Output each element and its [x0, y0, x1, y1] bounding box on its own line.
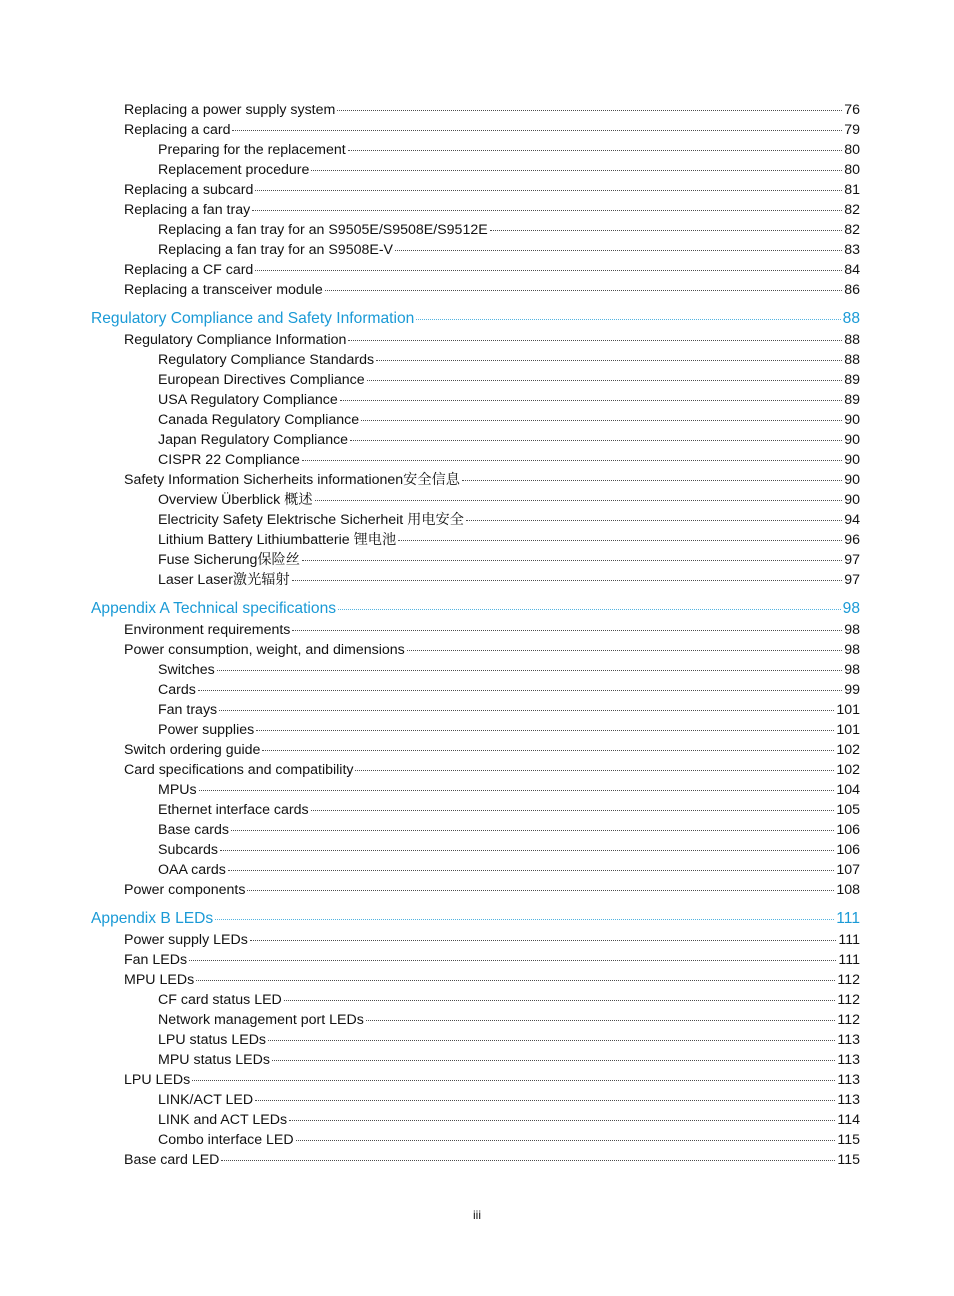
toc-entry-page-number: 90 — [844, 412, 860, 428]
toc-entry-page-number: 111 — [836, 910, 860, 927]
toc-entry-page-number: 88 — [842, 310, 860, 327]
toc-entry-title: LPU status LEDs — [158, 1032, 267, 1048]
dot-leader — [315, 499, 843, 501]
dot-leader — [490, 229, 843, 231]
toc-entry-title: Regulatory Compliance Information — [124, 332, 347, 348]
toc-entry-page-number: 106 — [836, 842, 860, 858]
toc-entry-title: Fan trays — [158, 702, 218, 718]
toc-entry-title: Lithium Battery Lithiumbatterie 锂电池 — [158, 532, 397, 548]
toc-entry-page-number: 81 — [844, 182, 860, 198]
toc-entry-title: European Directives Compliance — [158, 372, 365, 388]
toc-entry-title: Appendix B LEDs — [91, 910, 214, 927]
toc-entry-page-number: 107 — [836, 862, 860, 878]
toc-entry-link[interactable] — [0, 1130, 954, 1150]
toc-entry-title: USA Regulatory Compliance — [158, 392, 338, 408]
toc-entry-page-number: 114 — [837, 1112, 860, 1128]
dot-leader — [220, 849, 834, 851]
toc-entry-link[interactable] — [0, 840, 954, 860]
toc-entry-title: Base card LED — [124, 1152, 220, 1168]
toc-entry-page-number: 98 — [844, 642, 860, 658]
toc-entry-page-number: 90 — [844, 492, 860, 508]
dot-leader — [361, 419, 842, 421]
dot-leader — [215, 918, 834, 920]
toc-entry-title: Power supplies — [158, 722, 255, 738]
toc-entry-page-number: 83 — [844, 242, 860, 258]
toc-entry-page-number: 115 — [837, 1152, 860, 1168]
dot-leader — [302, 559, 842, 561]
toc-entry-link[interactable] — [0, 1010, 954, 1030]
dot-leader — [350, 439, 842, 441]
toc-entry-title: Replacing a transceiver module — [124, 282, 323, 298]
toc-entry-link[interactable] — [0, 880, 954, 900]
dot-leader — [228, 869, 835, 871]
toc-entry-title: Cards — [158, 682, 196, 698]
toc-entry-title: Laser Laser激光辐射 — [158, 572, 290, 588]
toc-entry-page-number: 111 — [838, 932, 860, 948]
toc-entry-link[interactable] — [0, 1050, 954, 1070]
toc-entry-title: Preparing for the replacement — [158, 142, 346, 158]
dot-leader — [466, 519, 842, 521]
toc-entry-link[interactable] — [0, 390, 954, 410]
toc-entry-page-number: 82 — [844, 202, 860, 218]
toc-entry-link[interactable] — [0, 990, 954, 1010]
toc-entry-title: Power supply LEDs — [124, 932, 248, 948]
dot-leader — [355, 769, 834, 771]
toc-entry-page-number: 80 — [844, 162, 860, 178]
dot-leader — [189, 959, 836, 961]
toc-entry-link[interactable] — [0, 370, 954, 390]
toc-entry-link[interactable] — [0, 490, 954, 510]
toc-entry-title: Replacing a fan tray — [124, 202, 251, 218]
dot-leader — [292, 579, 843, 581]
toc-entry-title: Regulatory Compliance Standards — [158, 352, 375, 368]
dot-leader — [255, 269, 842, 271]
toc-entry-page-number: 89 — [844, 392, 860, 408]
toc-entry-title: LINK/ACT LED — [158, 1092, 254, 1108]
dot-leader — [262, 749, 834, 751]
toc-entry-link[interactable] — [0, 260, 954, 280]
dot-leader — [219, 709, 834, 711]
toc-entry-page-number: 102 — [836, 742, 860, 758]
dot-leader — [250, 939, 837, 941]
toc-entry-link[interactable] — [0, 970, 954, 990]
toc-entry-title: Replacing a subcard — [124, 182, 254, 198]
toc-entry-page-number: 97 — [844, 552, 860, 568]
toc-entry-title: Replacing a CF card — [124, 262, 254, 278]
toc-entry-title: Switch ordering guide — [124, 742, 261, 758]
toc-entry-page-number: 105 — [836, 802, 860, 818]
dot-leader — [268, 1039, 835, 1041]
page-number: iii — [473, 1208, 481, 1222]
toc-entry-page-number: 76 — [844, 102, 860, 118]
toc-entry-title: Replacing a power supply system — [124, 102, 336, 118]
toc-entry-link[interactable] — [0, 430, 954, 450]
toc-entry-page-number: 112 — [837, 1012, 860, 1028]
toc-entry-link[interactable] — [0, 100, 954, 120]
toc-entry-link[interactable] — [0, 280, 954, 300]
toc-entry-title: Base cards — [158, 822, 229, 838]
toc-entry-link[interactable] — [0, 180, 954, 200]
toc-entry-title: LPU LEDs — [124, 1072, 191, 1088]
toc-entry-link[interactable] — [0, 140, 954, 160]
toc-entry-link[interactable] — [0, 740, 954, 760]
toc-entry-title: Fuse Sicherung保险丝 — [158, 552, 300, 568]
toc-entry-link[interactable] — [0, 860, 954, 880]
toc-entry-title: Ethernet interface cards — [158, 802, 309, 818]
dot-leader — [376, 359, 842, 361]
dot-leader — [325, 289, 842, 291]
toc-entry-link[interactable] — [0, 1070, 954, 1090]
toc-entry-title: Power consumption, weight, and dimensions — [124, 642, 405, 658]
toc-entry-title: Replacement procedure — [158, 162, 310, 178]
dot-leader — [398, 539, 842, 541]
toc-entry-link[interactable] — [0, 660, 954, 680]
dot-leader — [255, 189, 842, 191]
toc-entry-page-number: 96 — [844, 532, 860, 548]
dot-leader — [217, 669, 842, 671]
toc-entry-link[interactable] — [0, 720, 954, 740]
toc-entry-link[interactable] — [0, 160, 954, 180]
toc-entry-link[interactable] — [0, 760, 954, 780]
dot-leader — [338, 608, 841, 610]
toc-entry-title: Network management port LEDs — [158, 1012, 364, 1028]
toc-entry-link[interactable] — [0, 470, 954, 490]
toc-entry-page-number: 101 — [836, 722, 860, 738]
toc-entry-title: Replacing a fan tray for an S9508E-V — [158, 242, 394, 258]
toc-entry-link[interactable] — [0, 620, 954, 640]
toc-entry-link[interactable] — [0, 120, 954, 140]
toc-entry-link[interactable] — [0, 350, 954, 370]
dot-leader — [192, 1079, 835, 1081]
dot-leader — [256, 729, 834, 731]
toc-entry-page-number: 112 — [837, 992, 860, 1008]
toc-entry-title: Overview Überblick 概述 — [158, 492, 313, 508]
toc-entry-page-number: 98 — [842, 600, 860, 617]
toc-entry-page-number: 102 — [836, 762, 860, 778]
dot-leader — [302, 459, 842, 461]
dot-leader — [311, 169, 842, 171]
toc-entry-link[interactable] — [0, 220, 954, 240]
toc-entry-title: Regulatory Compliance and Safety Information — [91, 310, 415, 327]
toc-entry-link[interactable] — [0, 680, 954, 700]
dot-leader — [252, 209, 842, 211]
dot-leader — [296, 1139, 836, 1141]
toc-entry-title: Replacing a card — [124, 122, 231, 138]
toc-entry-title: Canada Regulatory Compliance — [158, 412, 360, 428]
toc-entry-page-number: 86 — [844, 282, 860, 298]
dot-leader — [198, 689, 842, 691]
dot-leader — [221, 1159, 835, 1161]
toc-entry-page-number: 115 — [837, 1132, 860, 1148]
toc-entry-page-number: 98 — [844, 622, 860, 638]
toc-entry-link[interactable] — [0, 510, 954, 530]
toc-entry-link[interactable] — [0, 450, 954, 470]
toc-entry-page-number: 113 — [837, 1072, 860, 1088]
toc-entry-link[interactable] — [0, 930, 954, 950]
toc-entry-title: Replacing a fan tray for an S9505E/S9508E/S9512E — [158, 222, 488, 238]
dot-leader — [199, 789, 835, 791]
toc-entry-title: Safety Information Sicherheits informationen安全信息 — [124, 472, 460, 488]
toc-entry-link[interactable] — [0, 410, 954, 430]
dot-leader — [231, 829, 834, 831]
toc-entry-title: MPU status LEDs — [158, 1052, 270, 1068]
toc-entry-link[interactable] — [0, 800, 954, 820]
dot-leader — [232, 129, 842, 131]
dot-leader — [337, 109, 842, 111]
toc-entry-title: OAA cards — [158, 862, 226, 878]
toc-entry-title: Environment requirements — [124, 622, 291, 638]
toc-entry-page-number: 94 — [844, 512, 860, 528]
toc-chapter-link[interactable] — [0, 908, 954, 930]
toc-entry-title: Subcards — [158, 842, 218, 858]
toc-chapter-link[interactable] — [0, 598, 954, 620]
toc-entry-page-number: 84 — [844, 262, 860, 278]
toc-entry-title: CF card status LED — [158, 992, 282, 1008]
toc-entry-title: Fan LEDs — [124, 952, 188, 968]
toc-entry-link[interactable] — [0, 200, 954, 220]
dot-leader — [416, 318, 840, 320]
toc-entry-title: Japan Regulatory Compliance — [158, 432, 349, 448]
dot-leader — [395, 249, 842, 251]
dot-leader — [284, 999, 836, 1001]
dot-leader — [289, 1119, 835, 1121]
dot-leader — [367, 379, 843, 381]
dot-leader — [348, 339, 842, 341]
dot-leader — [196, 979, 835, 981]
toc-entry-link[interactable] — [0, 700, 954, 720]
toc-entry-link[interactable] — [0, 780, 954, 800]
dot-leader — [255, 1099, 835, 1101]
toc-entry-link[interactable] — [0, 1030, 954, 1050]
toc-entry-title: Electricity Safety Elektrische Sicherheit 用电安全 — [158, 512, 464, 528]
toc-entry-title: MPU LEDs — [124, 972, 195, 988]
dot-leader — [292, 629, 842, 631]
toc-chapter-link[interactable] — [0, 308, 954, 330]
table-of-contents — [0, 100, 954, 1170]
toc-entry-page-number: 80 — [844, 142, 860, 158]
toc-entry-page-number: 82 — [844, 222, 860, 238]
toc-entry-page-number: 113 — [837, 1052, 860, 1068]
toc-entry-page-number: 101 — [836, 702, 860, 718]
toc-entry-title: LINK and ACT LEDs — [158, 1112, 288, 1128]
toc-entry-page-number: 90 — [844, 432, 860, 448]
dot-leader — [311, 809, 835, 811]
toc-entry-page-number: 104 — [836, 782, 860, 798]
toc-entry-title: Power components — [124, 882, 246, 898]
toc-entry-page-number: 79 — [844, 122, 860, 138]
toc-entry-page-number: 89 — [844, 372, 860, 388]
dot-leader — [407, 649, 842, 651]
toc-entry-title: Card specifications and compatibility — [124, 762, 354, 778]
toc-entry-page-number: 113 — [837, 1092, 860, 1108]
dot-leader — [366, 1019, 836, 1021]
toc-entry-link[interactable] — [0, 1150, 954, 1170]
toc-entry-link[interactable] — [0, 950, 954, 970]
toc-entry-link[interactable] — [0, 240, 954, 260]
toc-entry-page-number: 108 — [836, 882, 860, 898]
toc-entry-page-number: 113 — [837, 1032, 860, 1048]
toc-entry-title: MPUs — [158, 782, 197, 798]
toc-entry-title: Appendix A Technical specifications — [91, 600, 337, 617]
toc-entry-link[interactable] — [0, 1090, 954, 1110]
toc-entry-page-number: 111 — [838, 952, 860, 968]
dot-leader — [462, 479, 842, 481]
toc-entry-page-number: 90 — [844, 452, 860, 468]
toc-entry-link[interactable] — [0, 640, 954, 660]
dot-leader — [272, 1059, 835, 1061]
toc-entry-link[interactable] — [0, 820, 954, 840]
toc-entry-title: Switches — [158, 662, 215, 678]
toc-entry-title: CISPR 22 Compliance — [158, 452, 300, 468]
toc-entry-link[interactable] — [0, 570, 954, 590]
toc-entry-link[interactable] — [0, 1110, 954, 1130]
toc-entry-page-number: 98 — [844, 662, 860, 678]
toc-entry-page-number: 90 — [844, 472, 860, 488]
dot-leader — [247, 889, 834, 891]
dot-leader — [348, 149, 843, 151]
toc-entry-link[interactable] — [0, 530, 954, 550]
toc-entry-page-number: 106 — [836, 822, 860, 838]
toc-entry-link[interactable] — [0, 330, 954, 350]
toc-entry-page-number: 97 — [844, 572, 860, 588]
dot-leader — [340, 399, 842, 401]
toc-entry-link[interactable] — [0, 550, 954, 570]
toc-entry-page-number: 88 — [844, 332, 860, 348]
toc-entry-page-number: 99 — [844, 682, 860, 698]
toc-entry-title: Combo interface LED — [158, 1132, 294, 1148]
toc-entry-page-number: 88 — [844, 352, 860, 368]
toc-entry-page-number: 112 — [837, 972, 860, 988]
